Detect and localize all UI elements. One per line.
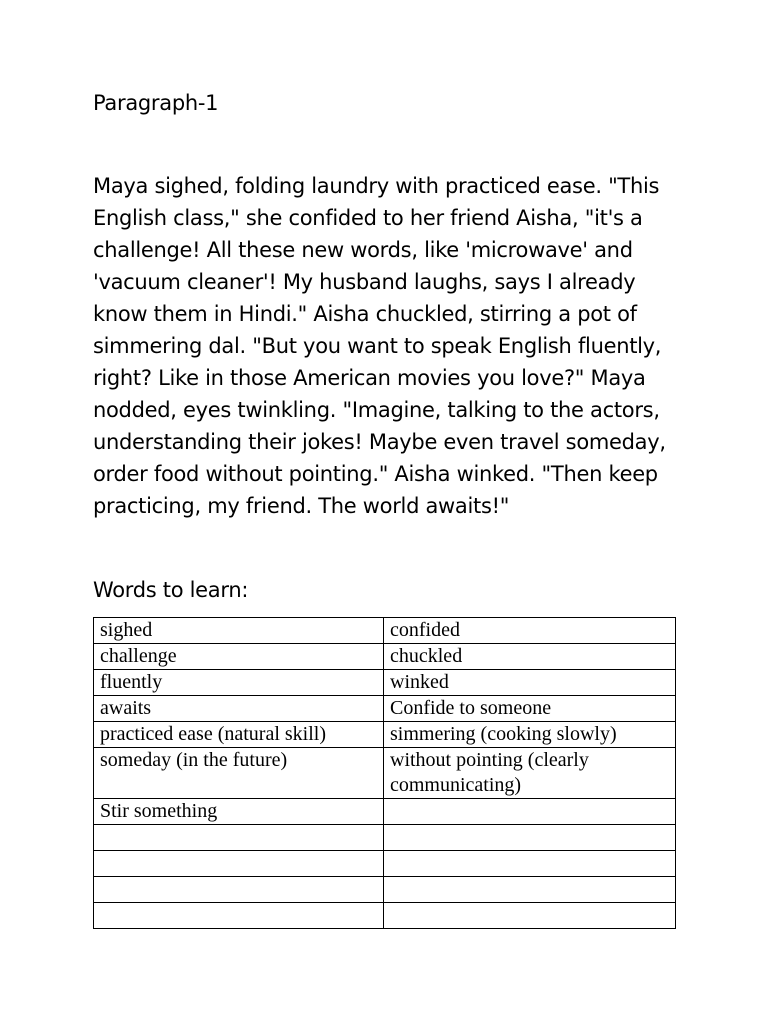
vocab-cell (384, 825, 676, 851)
vocab-cell (384, 903, 676, 929)
table-row (94, 644, 676, 670)
vocab-cell (94, 903, 384, 929)
vocab-cell: sighed (94, 618, 384, 644)
table-row (94, 825, 676, 851)
vocabulary-table (93, 617, 676, 929)
vocab-cell: without pointing (clearly communicating) (384, 748, 676, 799)
vocab-cell: fluently (94, 670, 384, 696)
vocab-cell: someday (in the future) (94, 748, 384, 799)
words-to-learn-label: Words to learn: (93, 578, 249, 602)
table-row (94, 903, 676, 929)
table-row (94, 877, 676, 903)
vocab-cell (384, 851, 676, 877)
vocab-cell: confided (384, 618, 676, 644)
vocab-cell: Stir something (94, 799, 384, 825)
vocab-cell: Confide to someone (384, 696, 676, 722)
table-row (94, 696, 676, 722)
table-row (94, 670, 676, 696)
vocab-cell: challenge (94, 644, 384, 670)
vocab-cell (94, 825, 384, 851)
vocab-cell: practiced ease (natural skill) (94, 722, 384, 748)
vocab-cell (94, 851, 384, 877)
table-row (94, 748, 676, 799)
vocab-cell (384, 877, 676, 903)
story-paragraph: Maya sighed, folding laundry with practiced ease. "This English class," she confided to her friend Aisha, "it's a challenge! All these new words, like 'microwave' and 'vacuum cleaner'! My husband laughs, says I already know them in Hindi." Aisha chuckled, stirring a pot of simmering dal. "But you want to speak English fluently, right? Like in those American movies you love?" Maya nodded, eyes twinkling. "Imagine, talking to the actors, understanding their jokes! Maybe even travel someday, order food without pointing." Aisha winked. "Then keep practicing, my friend. The world awaits!" (93, 174, 666, 518)
vocab-cell: simmering (cooking slowly) (384, 722, 676, 748)
table-row (94, 799, 676, 825)
vocab-cell: winked (384, 670, 676, 696)
table-row (94, 722, 676, 748)
vocab-cell: awaits (94, 696, 384, 722)
paragraph-heading: Paragraph-1 (93, 91, 219, 115)
vocab-cell: chuckled (384, 644, 676, 670)
vocab-cell (384, 799, 676, 825)
table-row (94, 851, 676, 877)
table-row (94, 618, 676, 644)
vocab-cell (94, 877, 384, 903)
